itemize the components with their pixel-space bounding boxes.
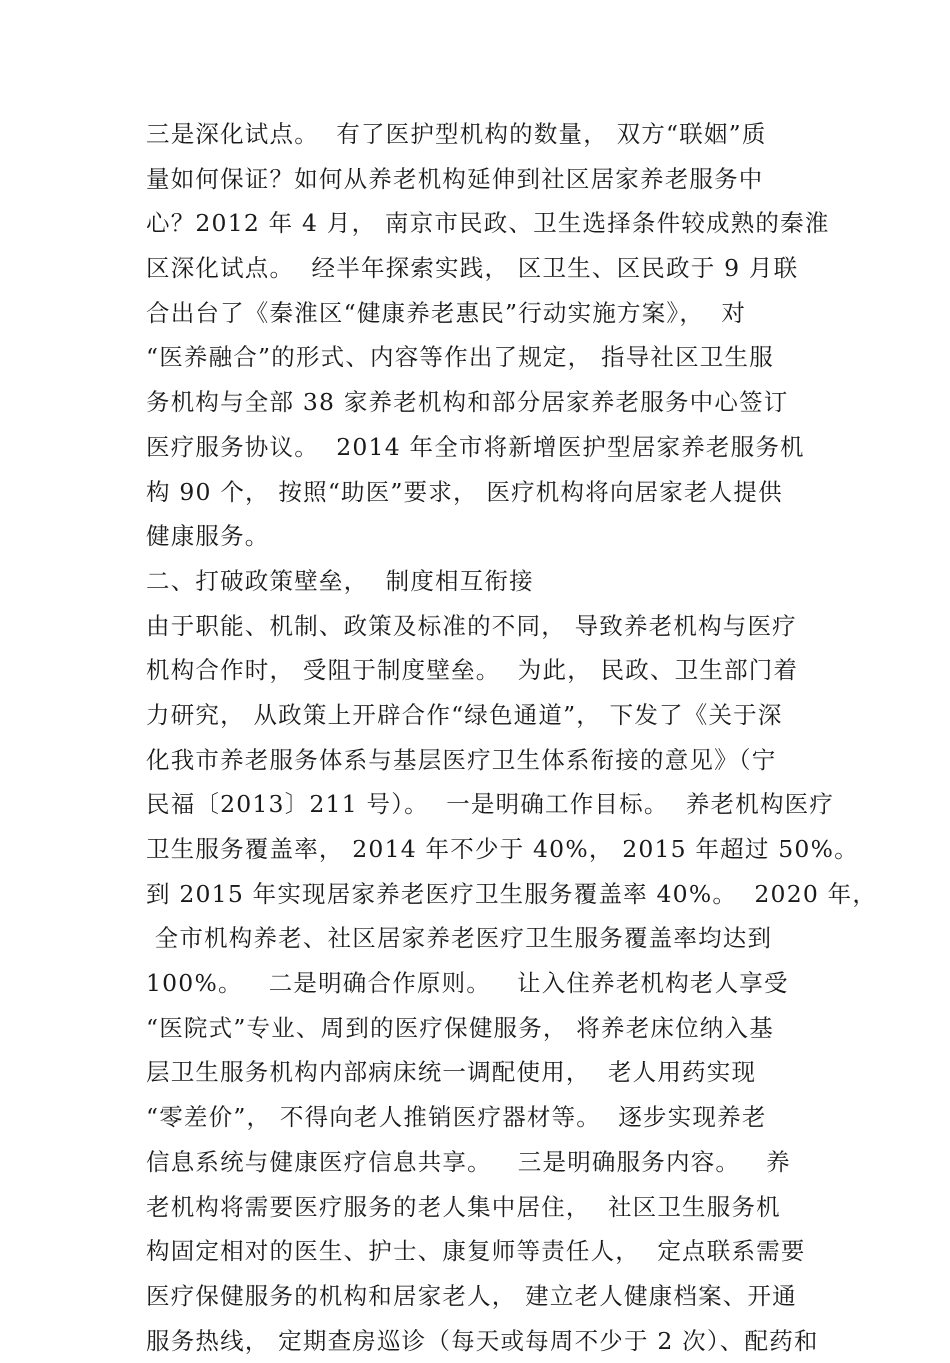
text-line: 机构合作时， 受阻于制度壁垒。 为此， 民政、卫生部门着 [146,656,799,685]
text-line: 构 90 个， 按照“助医”要求， 医疗机构将向居家老人提供 [146,477,783,506]
text-line: “零差价”， 不得向老人推销医疗器材等。 逐步实现养老 [146,1103,767,1132]
document-body [146,112,878,1363]
text-line: 力研究， 从政策上开辟合作“绿色通道”， 下发了《关于深 [146,700,783,729]
text-line: 务机构与全部 38 家养老机构和部分居家养老服务中心签订 [146,388,789,417]
text-line: “医养融合”的形式、内容等作出了规定， 指导社区卫生服 [146,343,774,372]
text-line: 心？2012 年 4 月， 南京市民政、卫生选择条件较成熟的秦淮 [146,209,830,238]
text-line: 卫生服务覆盖率， 2014 年不少于 40%， 2015 年超过 50%。 [146,835,859,863]
text-line: 老机构将需要医疗服务的老人集中居住， 社区卫生服务机 [146,1192,781,1221]
text-line: 由于职能、机制、政策及标准的不同， 导致养老机构与医疗 [146,611,797,640]
text-line: 信息系统与健康医疗信息共享。 三是明确服务内容。 养 [146,1147,791,1176]
text-line: 全市机构养老、社区居家养老医疗卫生服务覆盖率均达到 [146,924,773,953]
text-line: 服务热线， 定期查房巡诊（每天或每周不少于 2 次）、配药和 [146,1326,819,1355]
section-heading: 二、打破政策壁垒， 制度相互衔接 [146,566,534,595]
text-line: 100%。 二是明确合作原则。 让入住养老机构老人享受 [146,969,789,998]
text-line: 三是深化试点。 有了医护型机构的数量， 双方“联姻”质 [146,120,767,148]
text-line: “医院式”专业、周到的医疗保健服务， 将养老床位纳入基 [146,1013,774,1042]
text-line: 民福〔2013〕211 号）。 一是明确工作目标。 养老机构医疗 [146,790,835,819]
text-line: 区深化试点。 经半年探索实践， 区卫生、区民政于 9 月联 [146,254,799,283]
text-line: 化我市养老服务体系与基层医疗卫生体系衔接的意见》（宁 [146,745,777,774]
text-line: 合出台了《秦淮区“健康养老惠民”行动实施方案》， 对 [146,298,747,327]
text-line: 健康服务。 [146,522,270,551]
text-line: 医疗服务协议。 2014 年全市将新增医护型居家养老服务机 [146,432,805,461]
text-line: 医疗保健服务的机构和居家老人， 建立老人健康档案、开通 [146,1281,797,1310]
text-line: 层卫生服务机构内部病床统一调配使用， 老人用药实现 [146,1058,757,1087]
text-line: 构固定相对的医生、护士、康复师等责任人， 定点联系需要 [146,1237,806,1266]
text-line: 到 2015 年实现居家养老医疗卫生服务覆盖率 40%。 2020 年， [146,879,878,908]
text-line: 量如何保证？如何从养老机构延伸到社区居家养老服务中 [146,164,764,193]
